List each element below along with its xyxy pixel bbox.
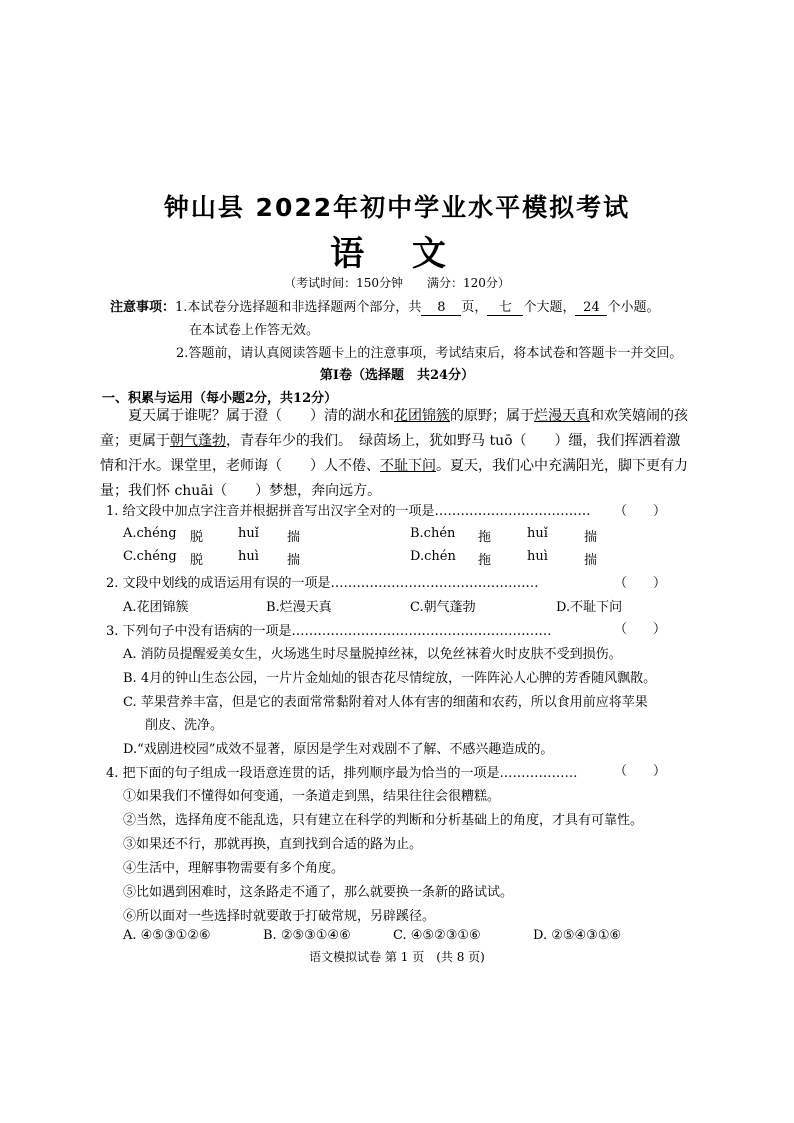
q2-option-c: C.朝气蓬勃 [410, 600, 476, 615]
questions-count: 24 [575, 300, 607, 316]
idiom-3: 朝气蓬勃 [170, 433, 226, 449]
q1-options-row-1: A.chéng 脱 huǐ 揣 B.chén 拖 huǐ 揣 [123, 526, 598, 545]
notes-item-2: 2.答题前，请认真阅读答题卡上的注意事项，考试结束后，将本试卷和答题卡一并交回。 [176, 346, 683, 361]
q1-answer-paren: （ ） [614, 504, 667, 519]
q3-option-b: B. 4月的钟山生态公园，一片片金灿灿的银杏花尽情绽放，一阵阵沁人心脾的芳香随风飘散。 [123, 671, 657, 686]
q3-option-a: A. 消防员提醒爱美女生，火场逃生时尽量脱掉丝袜，以免丝袜着火时皮肤不受到损伤。 [123, 647, 622, 662]
section-heading: 一、积累与运用（每小题2分，共12分） [102, 391, 338, 406]
q3-stem: 3. 下列句子中没有语病的一项是…………………………………………………… [106, 624, 552, 639]
q3-option-c: C. 苹果营养丰富，但是它的表面常常黏附着对人体有害的细菌和农药，所以食用前应将苹果 [123, 695, 648, 710]
q4-sentence-2: ②当然，选择角度不能乱选，只有建立在科学的判断和分析基础上的角度，才具有可靠性。 [123, 813, 644, 828]
q4-sentence-5: ⑤比如遇到困难时，这条路走不通了，那么就要换一条新的路试试。 [123, 885, 514, 900]
q4-option-c: C. ④⑤②③①⑥ [393, 928, 481, 943]
q1-options-row-2: C.chéng 脱 huì 揣 D.chén 拖 huì 揣 [123, 549, 598, 568]
q4-option-d: D. ②⑤④③①⑥ [533, 928, 622, 943]
q1-option-a-pinyin: A.chéng [123, 526, 177, 541]
q1-option-d-pinyin: D.chén [410, 549, 456, 564]
page-footer: 语文模拟试卷 第 1 页 (共 8 页) [309, 950, 485, 964]
q4-sentence-6: ⑥所以面对一些选择时就要敢于打破常规，另辟蹊径。 [123, 909, 436, 924]
subject-title: 语 文 [330, 234, 464, 274]
idiom-1: 花团锦簇 [394, 408, 450, 424]
notes-line-2: 在本试卷上作答无效。 [189, 323, 320, 338]
q4-options [0, 928, 794, 948]
q4-sentence-1: ①如果我们不懂得如何变通，一条道走到黑，结果往往会很糟糕。 [123, 789, 501, 804]
notes-label: 注意事项： [110, 300, 176, 315]
idiom-2: 烂漫天真 [534, 408, 590, 424]
q4-sentence-3: ③如果还不行，那就再换，直到找到合适的路为止。 [123, 837, 423, 852]
idiom-4: 不耻下问 [380, 458, 436, 474]
pages-count: 8 [421, 300, 461, 316]
q1-option-b-pinyin: B.chén [410, 526, 456, 541]
q4-stem: 4. 把下面的句子组成一段语意连贯的话，排列顺序最为恰当的一项是……………… [106, 766, 578, 781]
q1-option-c-pinyin: C.chéng [123, 549, 177, 564]
q4-answer-paren: （ ） [614, 764, 667, 779]
notes-line-1: 注意事项：1.本试卷分选择题和非选择题两个部分，共 8 页， 七 个大题， 24 个小题。 [110, 296, 659, 316]
sections-count: 七 [487, 296, 523, 316]
q2-option-b: B.烂漫天真 [266, 600, 332, 615]
passage: 夏天属于谁呢？属于澄（ ）清的湖水和花团锦簇的原野；属于烂漫天真和欢笑嬉闹的孩童；更属于朝气蓬勃，青春年少的我们。 绿茵场上，犹如野马 tuō（ ）缰，我们挥洒着激情和汗水。课堂里，老师诲（ ）人不倦、不耻下问。夏天，我们心中充满阳光，脚下更有力量；我们怀 chuāi（ ）梦想，奔向远方。 [100, 408, 688, 499]
q3-answer-paren: （ ） [614, 622, 667, 637]
q4-option-b: B. ②⑤③①④⑥ [263, 928, 351, 943]
q1-stem: 1. 给文段中加点字注音并根据拼音写出汉字全对的一项是……………………………… [106, 504, 591, 519]
q2-option-a: A.花团锦簇 [123, 600, 189, 615]
q2-options [0, 596, 794, 616]
exam-info: （考试时间：150分钟 满分：120分） [284, 276, 510, 290]
q3-option-d: D.“戏剧进校园”成效不显著，原因是学生对戏剧不了解、不感兴趣造成的。 [123, 742, 554, 757]
exam-title: 钟山县 2022年初中学业水平模拟考试 [163, 193, 631, 222]
q2-answer-paren: （ ） [614, 576, 667, 591]
q2-stem: 2. 文段中划线的成语运用有误的一项是………………………………………… [106, 576, 539, 591]
q2-option-d: D.不耻下问 [556, 600, 623, 615]
q3-option-c-cont: 削皮、洗净。 [145, 718, 224, 733]
q4-option-a: A. ④⑤③①②⑥ [123, 928, 211, 943]
q4-sentence-4: ④生活中，理解事物需要有多个角度。 [123, 861, 345, 876]
part1-heading: 第Ⅰ卷（选择题 共24分） [319, 368, 475, 383]
